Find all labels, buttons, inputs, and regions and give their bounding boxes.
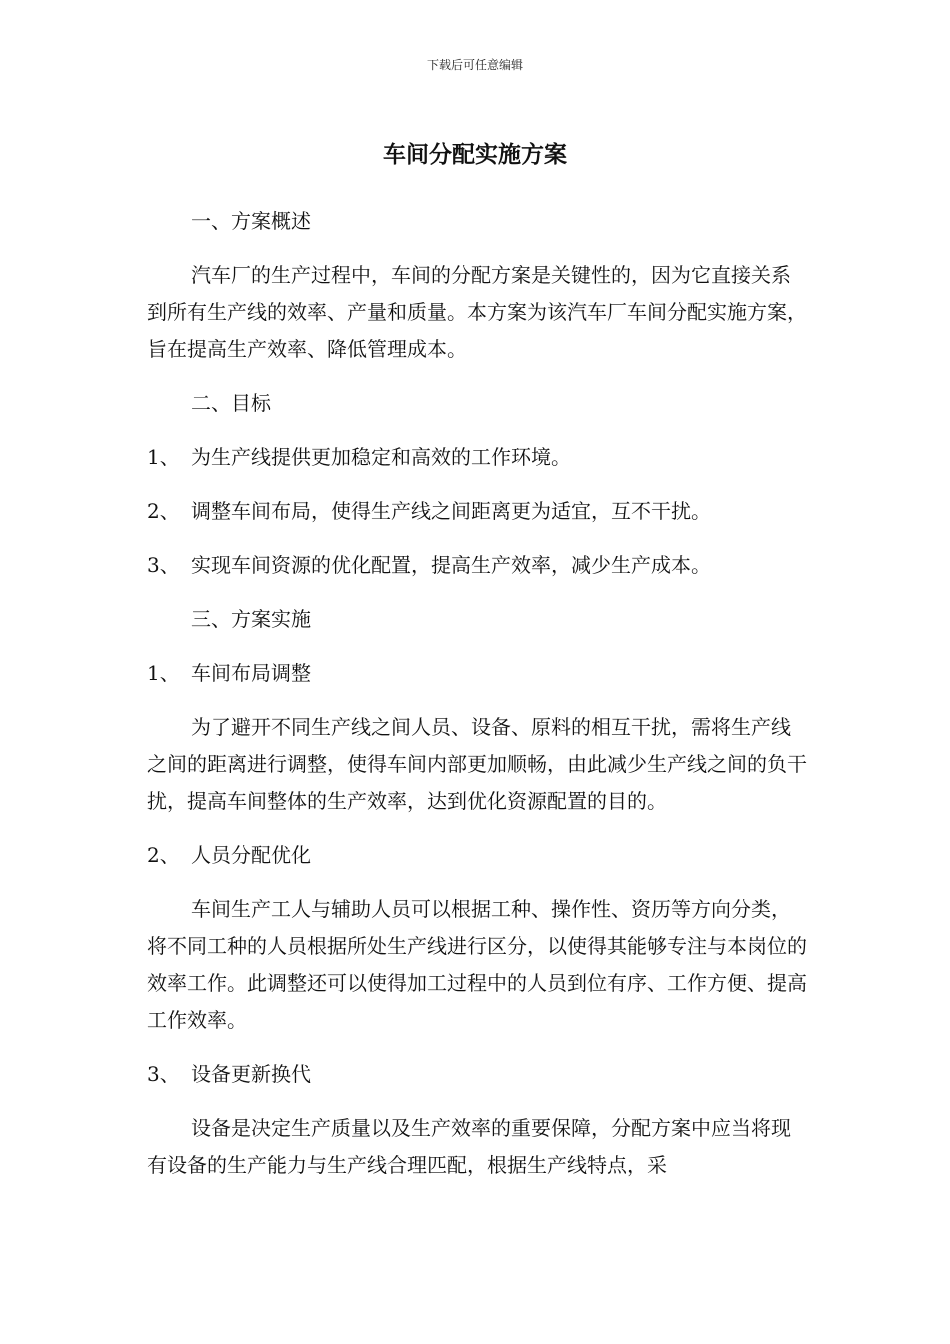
goal-item (147, 439, 807, 476)
subsection-heading-layout (147, 655, 807, 692)
document-body (147, 203, 807, 1201)
subsection-heading-staffing (147, 837, 807, 874)
overview-paragraph: 汽车厂的生产过程中，车间的分配方案是关键性的，因为它直接关系到所有生产线的效率、产量和质量。本方案为该汽车厂车间分配实施方案，旨在提高生产效率、降低管理成本。 (147, 263, 807, 361)
subsection-number: 2、 (147, 843, 180, 867)
layout-paragraph: 为了避开不同生产线之间人员、设备、原料的相互干扰，需将生产线之间的距离进行调整，使得车间内部更加顺畅，由此减少生产线之间的负干扰，提高车间整体的生产效率，达到优化资源配置的目的。 (147, 715, 807, 813)
subsection-heading-equipment (147, 1056, 807, 1093)
section-heading-goals: 二、目标 (191, 391, 271, 415)
goal-number: 3、 (147, 553, 180, 577)
goal-text: 为生产线提供更加稳定和高效的工作环境。 (191, 445, 571, 469)
subsection-title: 人员分配优化 (191, 843, 311, 867)
goal-text: 调整车间布局，使得生产线之间距离更为适宜，互不干扰。 (191, 499, 711, 523)
goal-number: 1、 (147, 445, 180, 469)
goal-text: 实现车间资源的优化配置，提高生产效率，减少生产成本。 (191, 553, 711, 577)
goal-number: 2、 (147, 499, 180, 523)
header-note: 下载后可任意编辑 (426, 58, 523, 72)
section-heading-overview: 一、方案概述 (191, 209, 311, 233)
staffing-paragraph: 车间生产工人与辅助人员可以根据工种、操作性、资历等方向分类，将不同工种的人员根据所处生产线进行区分，以使得其能够专注与本岗位的效率工作。此调整还可以使得加工过程中的人员到位有序、工作方便、提高工作效率。 (147, 897, 807, 1032)
goal-item (147, 493, 807, 530)
equipment-paragraph: 设备是决定生产质量以及生产效率的重要保障，分配方案中应当将现有设备的生产能力与生产线合理匹配，根据生产线特点，采 (147, 1116, 791, 1177)
document-title: 车间分配实施方案 (383, 142, 567, 168)
goal-item (147, 547, 807, 584)
subsection-title: 车间布局调整 (191, 661, 311, 685)
subsection-number: 3、 (147, 1062, 180, 1086)
section-heading-implementation: 三、方案实施 (191, 607, 311, 631)
subsection-number: 1、 (147, 661, 180, 685)
subsection-title: 设备更新换代 (191, 1062, 311, 1086)
